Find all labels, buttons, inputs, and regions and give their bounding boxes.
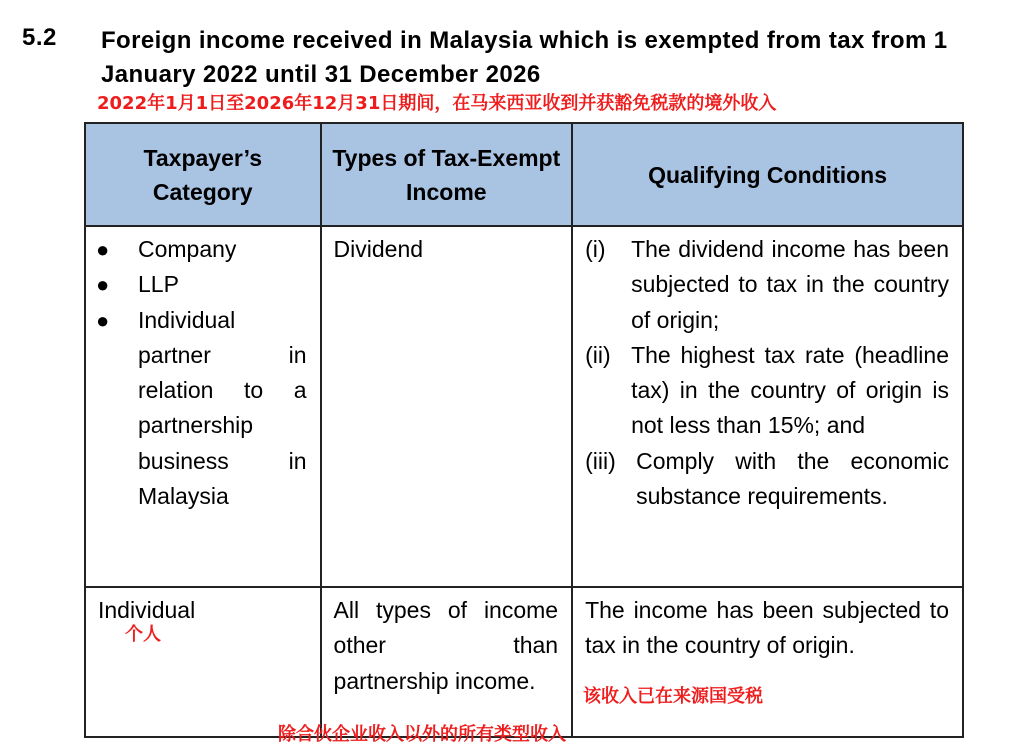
income-type-cell xyxy=(321,226,573,587)
conditions-list xyxy=(574,232,961,514)
condition-numeral: (i) xyxy=(585,236,606,262)
category-cell xyxy=(85,587,321,737)
income-type-translation-annotation: 除合伙企业收入以外的所有类型收入 xyxy=(278,724,566,745)
tax-exemption-table xyxy=(84,122,964,738)
section-title: Foreign income received in Malaysia which is exempted from tax from 1 January 2022 until 31 December 2026 xyxy=(101,27,948,88)
condition-item xyxy=(574,338,961,444)
category-item-label: Individual partner in relation to a partnership business in Malaysia xyxy=(138,306,307,510)
category-cell xyxy=(85,226,321,587)
condition-translation-annotation: 该收入已在来源国受税 xyxy=(583,686,763,707)
condition-numeral: (ii) xyxy=(585,341,611,368)
category-text: Individual xyxy=(98,597,196,623)
condition-item xyxy=(574,444,961,515)
bullet-icon: ● xyxy=(96,272,110,298)
conditions-cell xyxy=(572,587,963,737)
category-item xyxy=(87,232,319,267)
condition-text: Comply with the economic substance requirements. xyxy=(636,447,949,510)
section-number: 5.2 xyxy=(22,24,57,51)
header-taxpayer-category: Taxpayer’s Category xyxy=(85,123,321,226)
condition-text: The highest tax rate (headline tax) in the country of origin is not less than 15%; and xyxy=(631,341,949,439)
title-translation-annotation: 2022年1月1日至2026年12月31日期间，在马来西亚收到并获豁免税款的境外收入 xyxy=(97,93,777,114)
category-item xyxy=(87,303,319,515)
table-header-row xyxy=(85,123,963,226)
income-type-text: All types of income other than partnership income. xyxy=(333,597,559,694)
category-item-label: Company xyxy=(138,236,237,262)
condition-numeral: (iii) xyxy=(585,447,616,474)
category-item-label: LLP xyxy=(138,271,179,298)
category-list xyxy=(87,232,319,514)
category-item xyxy=(87,267,319,302)
condition-item xyxy=(574,232,961,338)
conditions-cell xyxy=(572,226,963,587)
income-type-text: Dividend xyxy=(333,236,424,262)
individual-translation-annotation: 个人 xyxy=(125,624,161,645)
condition-text: The dividend income has been subjected to tax in the country of origin; xyxy=(631,236,949,333)
bullet-icon: ● xyxy=(96,237,110,262)
header-income-types: Types of Tax-Exempt Income xyxy=(321,123,573,226)
header-qualifying-conditions: Qualifying Conditions xyxy=(572,123,963,226)
condition-text: The income has been subjected to tax in the country of origin. xyxy=(585,597,949,659)
table-row xyxy=(85,587,963,737)
table-row xyxy=(85,226,963,587)
income-type-cell xyxy=(321,587,573,737)
bullet-icon: ● xyxy=(96,307,110,333)
